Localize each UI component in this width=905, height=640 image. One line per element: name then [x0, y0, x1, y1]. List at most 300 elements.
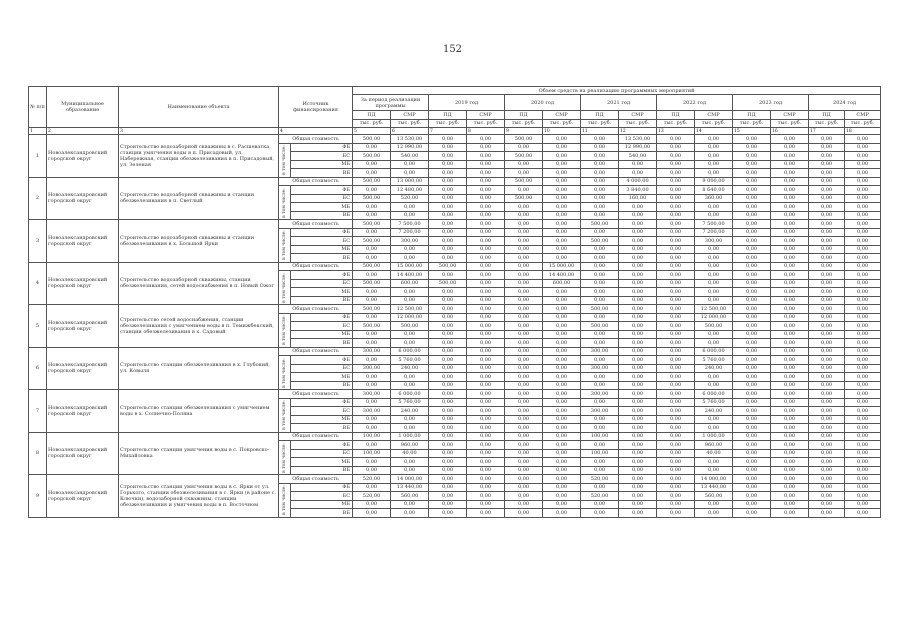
value-cell: 0,00: [543, 373, 581, 382]
value-cell: 0,00: [467, 415, 505, 424]
value-cell: 15 000,00: [391, 262, 429, 271]
value-cell: 0,00: [695, 296, 733, 305]
value-cell: 0,00: [845, 322, 881, 331]
value-cell: 12 500,00: [695, 305, 733, 314]
value-cell: 0,00: [429, 237, 467, 246]
value-cell: 0,00: [619, 254, 657, 263]
value-cell: 0,00: [619, 466, 657, 475]
value-cell: 0,00: [467, 245, 505, 254]
value-cell: 0,00: [467, 262, 505, 271]
value-cell: 500,00: [353, 237, 391, 246]
value-cell: 500,00: [353, 305, 391, 314]
row-object: Строительство сетей водоснабжения, станции обезжелезивания с умягчением воды в п. Темижбекский, станции обезжелезивания в х. Садовый: [119, 305, 279, 348]
value-cell: 0,00: [505, 449, 543, 458]
value-cell: 0,00: [391, 169, 429, 178]
value-cell: 0,00: [733, 271, 771, 280]
value-cell: 0,00: [657, 169, 695, 178]
value-cell: 0,00: [353, 169, 391, 178]
value-cell: 0,00: [695, 509, 733, 518]
program-financing-table: [28, 86, 881, 518]
value-cell: 0,00: [695, 500, 733, 509]
value-cell: 500,00: [353, 177, 391, 186]
value-cell: 0,00: [695, 330, 733, 339]
value-cell: 300,00: [581, 390, 619, 399]
header-year: 2024 год: [809, 95, 881, 111]
value-cell: 0,00: [467, 296, 505, 305]
value-cell: 0,00: [543, 203, 581, 212]
in-that-number-label: [279, 313, 291, 347]
value-cell: 0,00: [429, 347, 467, 356]
row-municipality: Новоалександровский городской округ: [47, 220, 119, 263]
value-cell: 300,00: [353, 364, 391, 373]
row-municipality: Новоалександровский городской округ: [47, 390, 119, 433]
value-cell: 0,00: [353, 356, 391, 365]
value-cell: 0,00: [771, 288, 809, 297]
header-unit: тыс. руб.: [619, 119, 657, 127]
value-cell: 0,00: [733, 441, 771, 450]
value-cell: 0,00: [771, 500, 809, 509]
value-cell: 0,00: [733, 296, 771, 305]
value-cell: 0,00: [771, 407, 809, 416]
row-total-cost-label: Общая стоимость: [279, 390, 353, 399]
value-cell: 0,00: [543, 458, 581, 467]
value-cell: 0,00: [771, 458, 809, 467]
value-cell: 0,00: [809, 160, 845, 169]
value-cell: 0,00: [505, 160, 543, 169]
in-that-number-label: [279, 271, 291, 305]
value-cell: 0,00: [845, 390, 881, 399]
value-cell: 0,00: [771, 237, 809, 246]
value-cell: 0,00: [467, 347, 505, 356]
in-that-number-text: в том числе:: [281, 400, 287, 430]
value-cell: 0,00: [619, 220, 657, 229]
value-cell: 0,00: [467, 152, 505, 161]
value-cell: 300,00: [581, 347, 619, 356]
value-cell: 12 990,00: [619, 143, 657, 152]
value-cell: 0,00: [771, 211, 809, 220]
value-cell: 0,00: [543, 135, 581, 144]
row-source-label: ВБ: [291, 466, 353, 475]
value-cell: 500,00: [353, 279, 391, 288]
value-cell: 0,00: [505, 339, 543, 348]
value-cell: 0,00: [619, 313, 657, 322]
value-cell: 0,00: [543, 288, 581, 297]
row-total-cost-label: Общая стоимость: [279, 432, 353, 441]
value-cell: 0,00: [733, 449, 771, 458]
row-total-cost-label: Общая стоимость: [279, 475, 353, 484]
value-cell: 0,00: [733, 305, 771, 314]
value-cell: 0,00: [543, 330, 581, 339]
value-cell: 0,00: [391, 254, 429, 263]
row-object: Строительство станции обезжелезивания с умягчением воды в х. Солнечно-Поляна: [119, 390, 279, 433]
value-cell: 0,00: [657, 492, 695, 501]
value-cell: 0,00: [581, 483, 619, 492]
value-cell: 13 000,00: [391, 177, 429, 186]
value-cell: 0,00: [771, 483, 809, 492]
value-cell: 0,00: [695, 254, 733, 263]
value-cell: 0,00: [809, 279, 845, 288]
value-cell: 0,00: [543, 432, 581, 441]
value-cell: 0,00: [809, 262, 845, 271]
value-cell: 0,00: [771, 160, 809, 169]
value-cell: 0,00: [429, 322, 467, 331]
value-cell: 0,00: [733, 152, 771, 161]
value-cell: 0,00: [695, 381, 733, 390]
value-cell: 0,00: [467, 305, 505, 314]
value-cell: 0,00: [581, 288, 619, 297]
row-source-label: БС: [291, 237, 353, 246]
value-cell: 0,00: [429, 220, 467, 229]
in-that-number-label: [279, 441, 291, 475]
value-cell: 0,00: [657, 364, 695, 373]
value-cell: 0,00: [543, 305, 581, 314]
value-cell: 300,00: [353, 390, 391, 399]
header-volume: Объем средств на реализацию программных мероприятий: [353, 87, 881, 95]
value-cell: 0,00: [581, 203, 619, 212]
row-source-label: МБ: [291, 415, 353, 424]
column-index-cell: 16: [771, 128, 809, 135]
value-cell: 0,00: [543, 322, 581, 331]
header-smr: СМР: [619, 111, 657, 119]
value-cell: 0,00: [771, 245, 809, 254]
value-cell: 500,00: [581, 237, 619, 246]
value-cell: 0,00: [543, 152, 581, 161]
value-cell: 0,00: [733, 356, 771, 365]
value-cell: 500,00: [695, 322, 733, 331]
value-cell: 0,00: [657, 441, 695, 450]
value-cell: 0,00: [581, 186, 619, 195]
value-cell: 0,00: [581, 441, 619, 450]
value-cell: 0,00: [771, 254, 809, 263]
header-unit: тыс. руб.: [467, 119, 505, 127]
value-cell: 0,00: [809, 373, 845, 382]
value-cell: 0,00: [467, 407, 505, 416]
value-cell: 0,00: [467, 194, 505, 203]
value-cell: 240,00: [391, 364, 429, 373]
value-cell: 0,00: [845, 458, 881, 467]
header-unit: тыс. руб.: [581, 119, 619, 127]
value-cell: 0,00: [429, 330, 467, 339]
value-cell: 0,00: [657, 483, 695, 492]
row-source-label: МБ: [291, 288, 353, 297]
table-body: [29, 135, 881, 518]
value-cell: 0,00: [581, 398, 619, 407]
value-cell: 0,00: [505, 228, 543, 237]
row-total-cost-label: Общая стоимость: [279, 135, 353, 144]
column-index-cell: 10: [543, 128, 581, 135]
value-cell: 0,00: [809, 500, 845, 509]
value-cell: 5 760,00: [695, 398, 733, 407]
value-cell: 0,00: [695, 245, 733, 254]
value-cell: 0,00: [467, 288, 505, 297]
value-cell: 0,00: [695, 288, 733, 297]
column-index-cell: 5: [353, 128, 391, 135]
value-cell: 0,00: [845, 169, 881, 178]
value-cell: 0,00: [733, 381, 771, 390]
value-cell: 0,00: [391, 339, 429, 348]
row-object: Строительство станции умягчения воды в с. Ярки от ул. Горького, станции обезжелезивания в с. Ярки (в районе с. Ключки), водозаборной скважины, станции обезжелезивания и умягчения воды в п. Восточном: [119, 475, 279, 518]
value-cell: 600,00: [391, 279, 429, 288]
value-cell: 0,00: [657, 211, 695, 220]
column-index-cell: 11: [581, 128, 619, 135]
value-cell: 13 530,00: [619, 135, 657, 144]
value-cell: 0,00: [467, 322, 505, 331]
value-cell: 0,00: [809, 398, 845, 407]
value-cell: 0,00: [391, 288, 429, 297]
value-cell: 0,00: [429, 500, 467, 509]
table-header: [29, 87, 881, 135]
value-cell: 0,00: [809, 135, 845, 144]
value-cell: 0,00: [771, 143, 809, 152]
value-cell: 0,00: [353, 500, 391, 509]
row-source-label: БС: [291, 152, 353, 161]
table-row: [29, 177, 881, 186]
value-cell: 0,00: [391, 424, 429, 433]
value-cell: 0,00: [845, 509, 881, 518]
value-cell: 0,00: [845, 262, 881, 271]
value-cell: 0,00: [733, 169, 771, 178]
in-that-number-text: в том числе:: [281, 315, 287, 345]
column-index-cell: 17: [809, 128, 845, 135]
value-cell: 500,00: [505, 177, 543, 186]
value-cell: 0,00: [809, 407, 845, 416]
value-cell: 0,00: [429, 228, 467, 237]
value-cell: 0,00: [771, 186, 809, 195]
in-that-number-text: в том числе:: [281, 230, 287, 260]
value-cell: 0,00: [733, 373, 771, 382]
value-cell: 0,00: [581, 466, 619, 475]
value-cell: 5 760,00: [391, 398, 429, 407]
value-cell: 0,00: [657, 330, 695, 339]
value-cell: 0,00: [733, 432, 771, 441]
value-cell: 0,00: [429, 432, 467, 441]
value-cell: 0,00: [619, 305, 657, 314]
value-cell: 0,00: [429, 339, 467, 348]
value-cell: 0,00: [429, 203, 467, 212]
value-cell: 0,00: [771, 279, 809, 288]
value-cell: 0,00: [809, 356, 845, 365]
value-cell: 0,00: [809, 305, 845, 314]
row-total-cost-label: Общая стоимость: [279, 220, 353, 229]
row-number: 5: [29, 305, 47, 348]
value-cell: 0,00: [809, 339, 845, 348]
value-cell: 0,00: [845, 135, 881, 144]
value-cell: 240,00: [391, 407, 429, 416]
value-cell: 0,00: [845, 203, 881, 212]
value-cell: 0,00: [505, 245, 543, 254]
value-cell: 0,00: [353, 330, 391, 339]
value-cell: 0,00: [619, 398, 657, 407]
row-source-label: МБ: [291, 500, 353, 509]
value-cell: 0,00: [809, 449, 845, 458]
row-number: 8: [29, 432, 47, 475]
value-cell: 0,00: [505, 203, 543, 212]
row-total-cost-label: Общая стоимость: [279, 177, 353, 186]
value-cell: 0,00: [809, 211, 845, 220]
program-table-sheet: [28, 86, 880, 518]
value-cell: 0,00: [505, 424, 543, 433]
value-cell: 0,00: [771, 203, 809, 212]
value-cell: 0,00: [505, 356, 543, 365]
value-cell: 0,00: [809, 220, 845, 229]
value-cell: 0,00: [581, 254, 619, 263]
value-cell: 0,00: [467, 424, 505, 433]
value-cell: 0,00: [467, 254, 505, 263]
value-cell: 0,00: [657, 313, 695, 322]
value-cell: 0,00: [657, 228, 695, 237]
value-cell: 0,00: [505, 237, 543, 246]
value-cell: 0,00: [543, 449, 581, 458]
value-cell: 540,00: [391, 152, 429, 161]
in-that-number-text: в том числе:: [281, 187, 287, 218]
value-cell: 0,00: [429, 415, 467, 424]
row-municipality: Новоалександровский городской округ: [47, 135, 119, 178]
value-cell: 0,00: [845, 475, 881, 484]
header-year: 2020 год: [505, 95, 581, 111]
value-cell: 0,00: [429, 475, 467, 484]
value-cell: 300,00: [391, 237, 429, 246]
value-cell: 0,00: [391, 296, 429, 305]
value-cell: 0,00: [845, 424, 881, 433]
value-cell: 0,00: [467, 381, 505, 390]
value-cell: 0,00: [619, 356, 657, 365]
value-cell: 0,00: [657, 424, 695, 433]
value-cell: 0,00: [733, 483, 771, 492]
value-cell: 0,00: [845, 160, 881, 169]
value-cell: 0,00: [543, 237, 581, 246]
value-cell: 0,00: [505, 220, 543, 229]
value-cell: 0,00: [505, 381, 543, 390]
value-cell: 0,00: [581, 339, 619, 348]
value-cell: 0,00: [619, 483, 657, 492]
column-index-cell: 4: [279, 128, 353, 135]
value-cell: 0,00: [733, 415, 771, 424]
value-cell: 0,00: [505, 186, 543, 195]
value-cell: 0,00: [391, 415, 429, 424]
row-source-label: ФБ: [291, 143, 353, 152]
header-unit: тыс. руб.: [429, 119, 467, 127]
value-cell: 0,00: [657, 220, 695, 229]
row-source-label: БС: [291, 449, 353, 458]
value-cell: 0,00: [657, 237, 695, 246]
value-cell: 0,00: [809, 237, 845, 246]
value-cell: 0,00: [429, 441, 467, 450]
table-row: [29, 475, 881, 484]
value-cell: 0,00: [657, 245, 695, 254]
header-num: № п/п: [29, 87, 47, 128]
value-cell: 0,00: [467, 169, 505, 178]
value-cell: 0,00: [809, 432, 845, 441]
column-index-cell: 14: [695, 128, 733, 135]
value-cell: 0,00: [809, 330, 845, 339]
value-cell: 520,00: [353, 492, 391, 501]
value-cell: 0,00: [771, 509, 809, 518]
value-cell: 0,00: [657, 381, 695, 390]
value-cell: 0,00: [845, 143, 881, 152]
value-cell: 0,00: [845, 177, 881, 186]
value-cell: 0,00: [581, 279, 619, 288]
value-cell: 0,00: [657, 194, 695, 203]
value-cell: 8 640,00: [695, 186, 733, 195]
value-cell: 0,00: [657, 279, 695, 288]
value-cell: 0,00: [505, 415, 543, 424]
value-cell: 0,00: [543, 186, 581, 195]
value-cell: 0,00: [657, 203, 695, 212]
value-cell: 0,00: [467, 373, 505, 382]
value-cell: 0,00: [353, 203, 391, 212]
value-cell: 0,00: [467, 432, 505, 441]
value-cell: 0,00: [543, 245, 581, 254]
header-year: 2019 год: [429, 95, 505, 111]
value-cell: 3 840,00: [619, 186, 657, 195]
value-cell: 0,00: [809, 364, 845, 373]
value-cell: 0,00: [505, 483, 543, 492]
value-cell: 0,00: [619, 296, 657, 305]
row-object: Строительство водозаборной скважины в с. Расшеватка, станции умягчения воды в п. Присадовый, ул. Набережная, станции обезжелезивания в п. Присадовый, ул. Зеленая: [119, 135, 279, 178]
value-cell: 0,00: [429, 373, 467, 382]
value-cell: 0,00: [619, 364, 657, 373]
row-source-label: ВБ: [291, 254, 353, 263]
value-cell: 0,00: [619, 347, 657, 356]
value-cell: 0,00: [771, 381, 809, 390]
value-cell: 0,00: [467, 458, 505, 467]
value-cell: 0,00: [695, 339, 733, 348]
value-cell: 0,00: [353, 186, 391, 195]
column-index-cell: 3: [119, 128, 279, 135]
value-cell: 0,00: [657, 135, 695, 144]
value-cell: 0,00: [845, 313, 881, 322]
value-cell: 0,00: [771, 220, 809, 229]
row-source-label: ФБ: [291, 398, 353, 407]
value-cell: 0,00: [809, 441, 845, 450]
value-cell: 0,00: [619, 169, 657, 178]
in-that-number-text: в том числе:: [281, 272, 287, 303]
value-cell: 160,00: [619, 194, 657, 203]
value-cell: 0,00: [543, 228, 581, 237]
row-municipality: Новоалександровский городской округ: [47, 432, 119, 475]
value-cell: 0,00: [391, 373, 429, 382]
value-cell: 0,00: [467, 339, 505, 348]
value-cell: 0,00: [619, 509, 657, 518]
column-index-cell: 2: [47, 128, 119, 135]
value-cell: 0,00: [353, 458, 391, 467]
value-cell: 0,00: [809, 313, 845, 322]
value-cell: 0,00: [695, 262, 733, 271]
value-cell: 0,00: [429, 424, 467, 433]
value-cell: 0,00: [429, 135, 467, 144]
value-cell: 0,00: [353, 373, 391, 382]
value-cell: 40,00: [695, 449, 733, 458]
value-cell: 0,00: [733, 194, 771, 203]
value-cell: 0,00: [845, 466, 881, 475]
value-cell: 0,00: [733, 407, 771, 416]
value-cell: 7 200,00: [695, 228, 733, 237]
value-cell: 0,00: [619, 160, 657, 169]
row-source-label: ФБ: [291, 441, 353, 450]
value-cell: 0,00: [353, 441, 391, 450]
value-cell: 0,00: [771, 390, 809, 399]
header-smr: СМР: [845, 111, 881, 119]
value-cell: 12 000,00: [391, 313, 429, 322]
value-cell: 0,00: [771, 492, 809, 501]
value-cell: 0,00: [581, 152, 619, 161]
value-cell: 0,00: [619, 322, 657, 331]
value-cell: 0,00: [845, 211, 881, 220]
value-cell: 0,00: [505, 458, 543, 467]
column-index-cell: 1: [29, 128, 47, 135]
column-index-cell: 15: [733, 128, 771, 135]
value-cell: 0,00: [771, 475, 809, 484]
